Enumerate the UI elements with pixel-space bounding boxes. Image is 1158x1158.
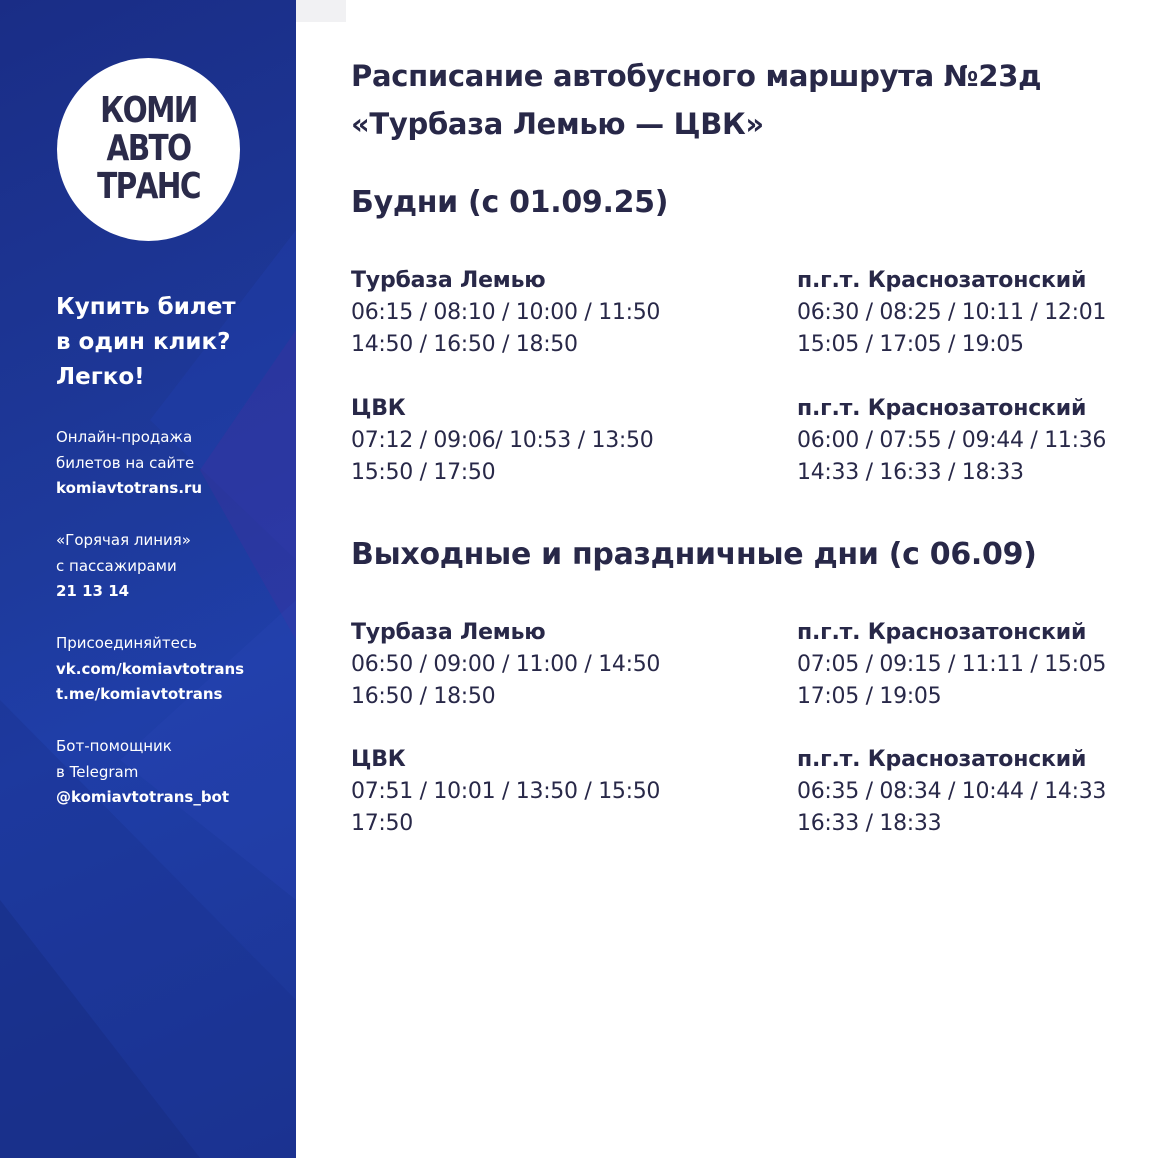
social-line-1: Присоединяйтесь	[56, 634, 197, 652]
weekday-stop-krasnozatonsky-1	[797, 265, 1106, 361]
promo-line-3: Легко!	[56, 364, 145, 390]
page-title	[351, 52, 1041, 148]
hotline-line-1: «Горячая линия»	[56, 531, 191, 549]
stop-times-line-2: 14:50 / 16:50 / 18:50	[351, 332, 578, 357]
social-block	[56, 631, 291, 708]
weekdays-title: Будни (с 01.09.25)	[351, 185, 669, 220]
stop-times-line-1: 06:35 / 08:34 / 10:44 / 14:33	[797, 779, 1107, 804]
hotline-line-2: с пассажирами	[56, 556, 177, 575]
promo-text	[56, 290, 286, 395]
schedule-content	[296, 0, 1158, 1158]
stop-times-line-2: 16:33 / 18:33	[797, 811, 942, 836]
online-sales-line-2: билетов на сайте	[56, 453, 195, 472]
stop-name: п.г.т. Краснозатонский	[797, 620, 1087, 645]
stop-times-line-2: 14:33 / 16:33 / 18:33	[797, 460, 1024, 485]
logo	[57, 58, 240, 241]
stop-name: ЦВК	[351, 747, 406, 772]
stop-name: Турбаза Лемью	[351, 268, 546, 293]
weekday-stop-krasnozatonsky-2	[797, 393, 1106, 489]
bot-handle-link[interactable]: @komiavtotrans_bot	[56, 788, 230, 806]
promo-line-2: в один клик?	[56, 329, 231, 355]
weekday-stop-turbaza	[351, 265, 660, 361]
weekend-stop-cvk	[351, 744, 660, 840]
stop-times-line-1: 06:50 / 09:00 / 11:00 / 14:50	[351, 652, 661, 677]
weekend-stop-krasnozatonsky-1	[797, 617, 1106, 713]
stop-times-line-1: 07:51 / 10:01 / 13:50 / 15:50	[351, 779, 661, 804]
weekends-title: Выходные и праздничные дни (с 06.09)	[351, 537, 1037, 572]
promo-line-1: Купить билет	[56, 294, 236, 320]
stop-times-line-1: 06:00 / 07:55 / 09:44 / 11:36	[797, 428, 1107, 453]
sidebar	[0, 0, 296, 1158]
stop-name: п.г.т. Краснозатонский	[797, 396, 1087, 421]
page-title-line-2: «Турбаза Лемью — ЦВК»	[351, 107, 764, 141]
stop-times-line-1: 06:15 / 08:10 / 10:00 / 11:50	[351, 300, 661, 325]
stop-name: Турбаза Лемью	[351, 620, 546, 645]
stop-times-line-1: 07:05 / 09:15 / 11:11 / 15:05	[797, 652, 1107, 677]
bot-line-1: Бот-помощник	[56, 737, 172, 755]
weekday-stop-cvk	[351, 393, 653, 489]
logo-line-1: КОМИ	[100, 90, 197, 131]
telegram-link[interactable]: t.me/komiavtotrans	[56, 685, 223, 703]
page-title-line-1: Расписание автобусного маршрута №23д	[351, 59, 1042, 93]
stop-times-line-2: 16:50 / 18:50	[351, 684, 496, 709]
stop-times-line-2: 17:05 / 19:05	[797, 684, 942, 709]
logo-line-3: ТРАНС	[97, 166, 200, 207]
online-sales-block	[56, 425, 291, 502]
logo-text	[73, 92, 223, 206]
stop-times-line-2: 15:05 / 17:05 / 19:05	[797, 332, 1024, 357]
stop-name: ЦВК	[351, 396, 406, 421]
stop-times-line-1: 06:30 / 08:25 / 10:11 / 12:01	[797, 300, 1107, 325]
stop-times-line-2: 17:50	[351, 811, 413, 836]
online-sales-line-1: Онлайн-продажа	[56, 428, 193, 446]
stop-times-line-1: 07:12 / 09:06/ 10:53 / 13:50	[351, 428, 654, 453]
logo-line-2: АВТО	[106, 128, 191, 169]
vk-link[interactable]: vk.com/komiavtotrans	[56, 659, 245, 678]
stop-name: п.г.т. Краснозатонский	[797, 268, 1087, 293]
weekend-stop-krasnozatonsky-2	[797, 744, 1106, 840]
bot-line-2: в Telegram	[56, 762, 139, 781]
hotline-block	[56, 528, 291, 605]
bot-block	[56, 734, 291, 811]
top-strip	[296, 0, 346, 22]
weekend-stop-turbaza	[351, 617, 660, 713]
website-link[interactable]: komiavtotrans.ru	[56, 479, 203, 497]
hotline-phone[interactable]: 21 13 14	[56, 582, 130, 600]
stop-times-line-2: 15:50 / 17:50	[351, 460, 496, 485]
stop-name: п.г.т. Краснозатонский	[797, 747, 1087, 772]
